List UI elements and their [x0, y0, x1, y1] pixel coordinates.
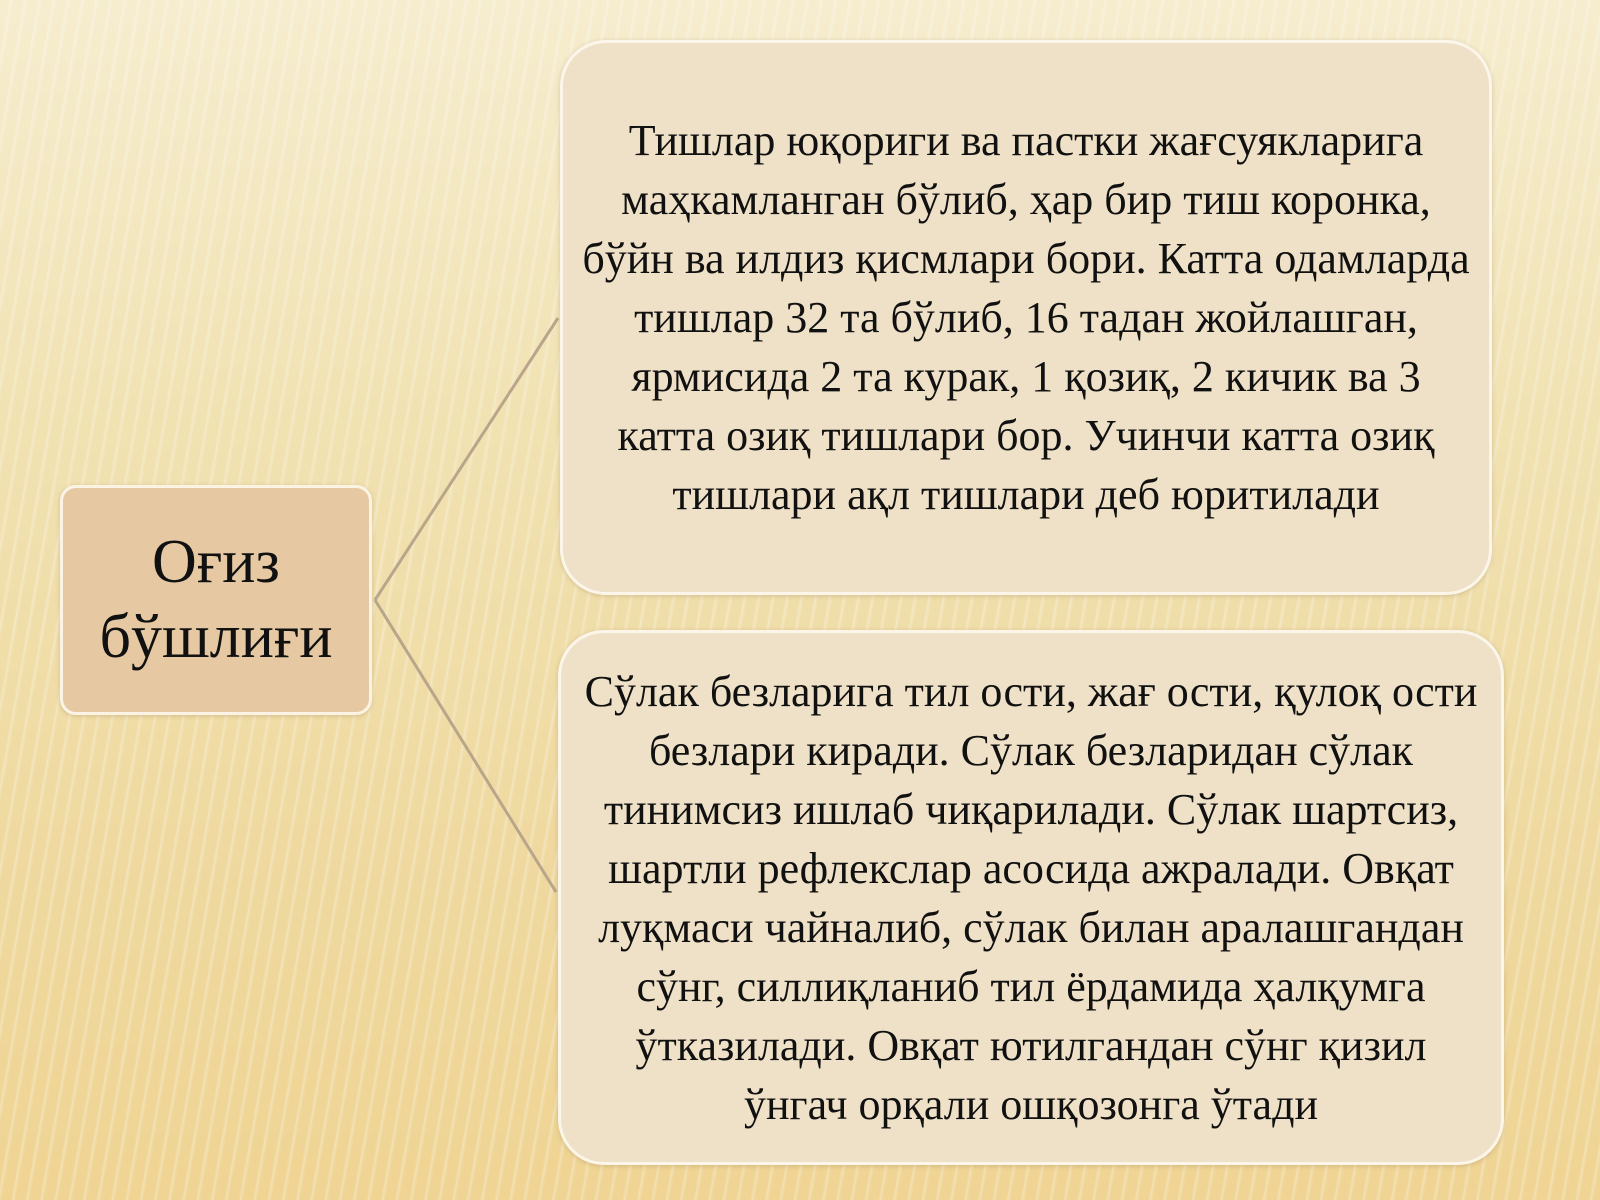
root-label: Оғиз бўшлиғи — [99, 528, 333, 671]
branch-card-teeth — [560, 40, 1492, 595]
branch-card-saliva — [558, 630, 1504, 1165]
connector-line-top — [375, 318, 558, 600]
branch-text-teeth: Тишлар юқориги ва пастки жағсуякларига маҳкамланган бўлиб, ҳар бир тиш коронка, бўйн ва илдиз қисмлари бори. Катта одамларда тишлар 32 та бўлиб, 16 тадан жойлашган, ярмисида 2 та курак, 1 қозиқ, 2 кичик ва 3 катта озиқ тишлари бор. Учинчи катта озиқ тишлари ақл тишлари деб юритилади — [582, 116, 1470, 519]
connector-line-bottom — [375, 600, 556, 892]
root-node — [60, 485, 372, 715]
branch-text-saliva: Сўлак безларига тил ости, жағ ости, қулоқ ости безлари киради. Сўлак безларидан сўлак тинимсиз ишлаб чиқарилади. Сўлак шартсиз, шартли рефлекслар асосида ажралади. Овқат луқмаси чайналиб, сўлак билан аралашгандан сўнг, силлиқланиб тил ёрдамида ҳалқумга ўтказилади. Овқат ютилгандан сўнг қизил ўнгач орқали ошқозонга ўтади — [584, 666, 1478, 1129]
